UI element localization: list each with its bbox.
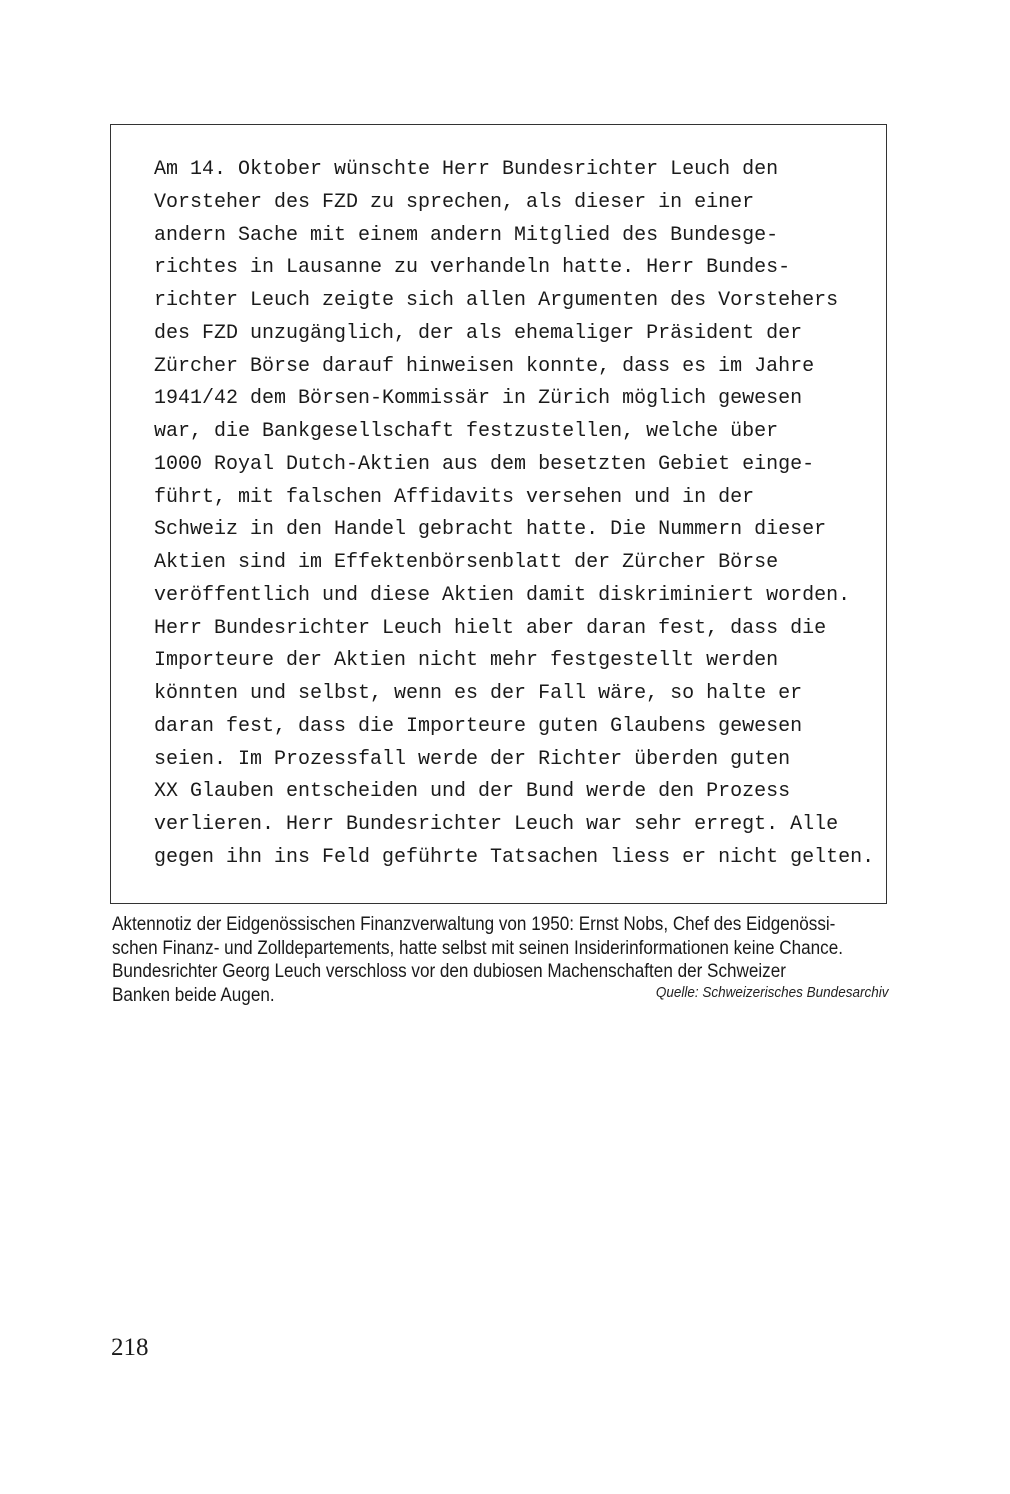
document-line: gegen ihn ins Feld geführte Tatsachen liess er nicht gelten. [154,845,875,869]
caption-line: Banken beide Augen. [112,984,275,1006]
document-line: verlieren. Herr Bundesrichter Leuch war sehr erregt. Alle [154,813,839,836]
document-line: andern Sache mit einem andern Mitglied des Bundesge- [154,223,779,247]
document-line: richter Leuch zeigte sich allen Argumenten des Vorstehers [154,289,839,312]
document-line: 1941/42 dem Börsen-Kommissär in Zürich möglich gewesen [154,387,803,411]
document-line: Zürcher Börse darauf hinweisen konnte, dass es im Jahre [154,354,815,378]
document-line: veröffentlich und diese Aktien damit diskriminiert worden. [154,583,851,607]
document-line: Vorsteher des FZD zu sprechen, als dieser in einer [154,190,755,214]
document-line: Herr Bundesrichter Leuch hielt aber daran fest, dass die [154,616,827,640]
document-line: Aktien sind im Effektenbörsenblatt der Zürcher Börse [154,551,779,574]
typewritten-document [154,154,874,875]
document-line: daran fest, dass die Importeure guten Glaubens gewesen [154,714,803,738]
document-line: Am 14. Oktober wünschte Herr Bundesrichter Leuch den [154,158,779,181]
caption-line: Bundesrichter Georg Leuch verschloss vor den dubiosen Machenschaften der Schweizer [112,961,786,982]
document-line: 1000 Royal Dutch-Aktien aus dem besetzten Gebiet einge- [154,452,815,476]
page-number: 218 [111,1334,149,1361]
document-line: könnten und selbst, wenn es der Fall wäre, so halte er [154,682,803,705]
caption-line: schen Finanz- und Zolldepartements, hatte selbst mit seinen Insiderinformationen keine Chance. [112,937,843,959]
document-line: Importeure der Aktien nicht mehr festgestellt werden [154,649,779,673]
document-line: des FZD unzugänglich, der als ehemaliger Präsident der [154,321,803,345]
document-line: XX Glauben entscheiden und der Bund werde den Prozess [154,780,791,804]
document-line: führt, mit falschen Affidavits versehen und in der [154,485,755,509]
caption-source: Quelle: Schweizerisches Bundesarchiv [655,984,888,1001]
document-line: seien. Im Prozessfall werde der Richter überden guten [154,747,791,771]
caption-line: Aktennotiz der Eidgenössischen Finanzverwaltung von 1950: Ernst Nobs, Chef des Eidgenössi- [112,914,836,935]
document-line: richtes in Lausanne zu verhandeln hatte. Herr Bundes- [154,256,791,280]
document-line: Schweiz in den Handel gebracht hatte. Die Nummern dieser [154,518,827,542]
document-line: war, die Bankgesellschaft festzustellen, welche über [154,420,779,443]
